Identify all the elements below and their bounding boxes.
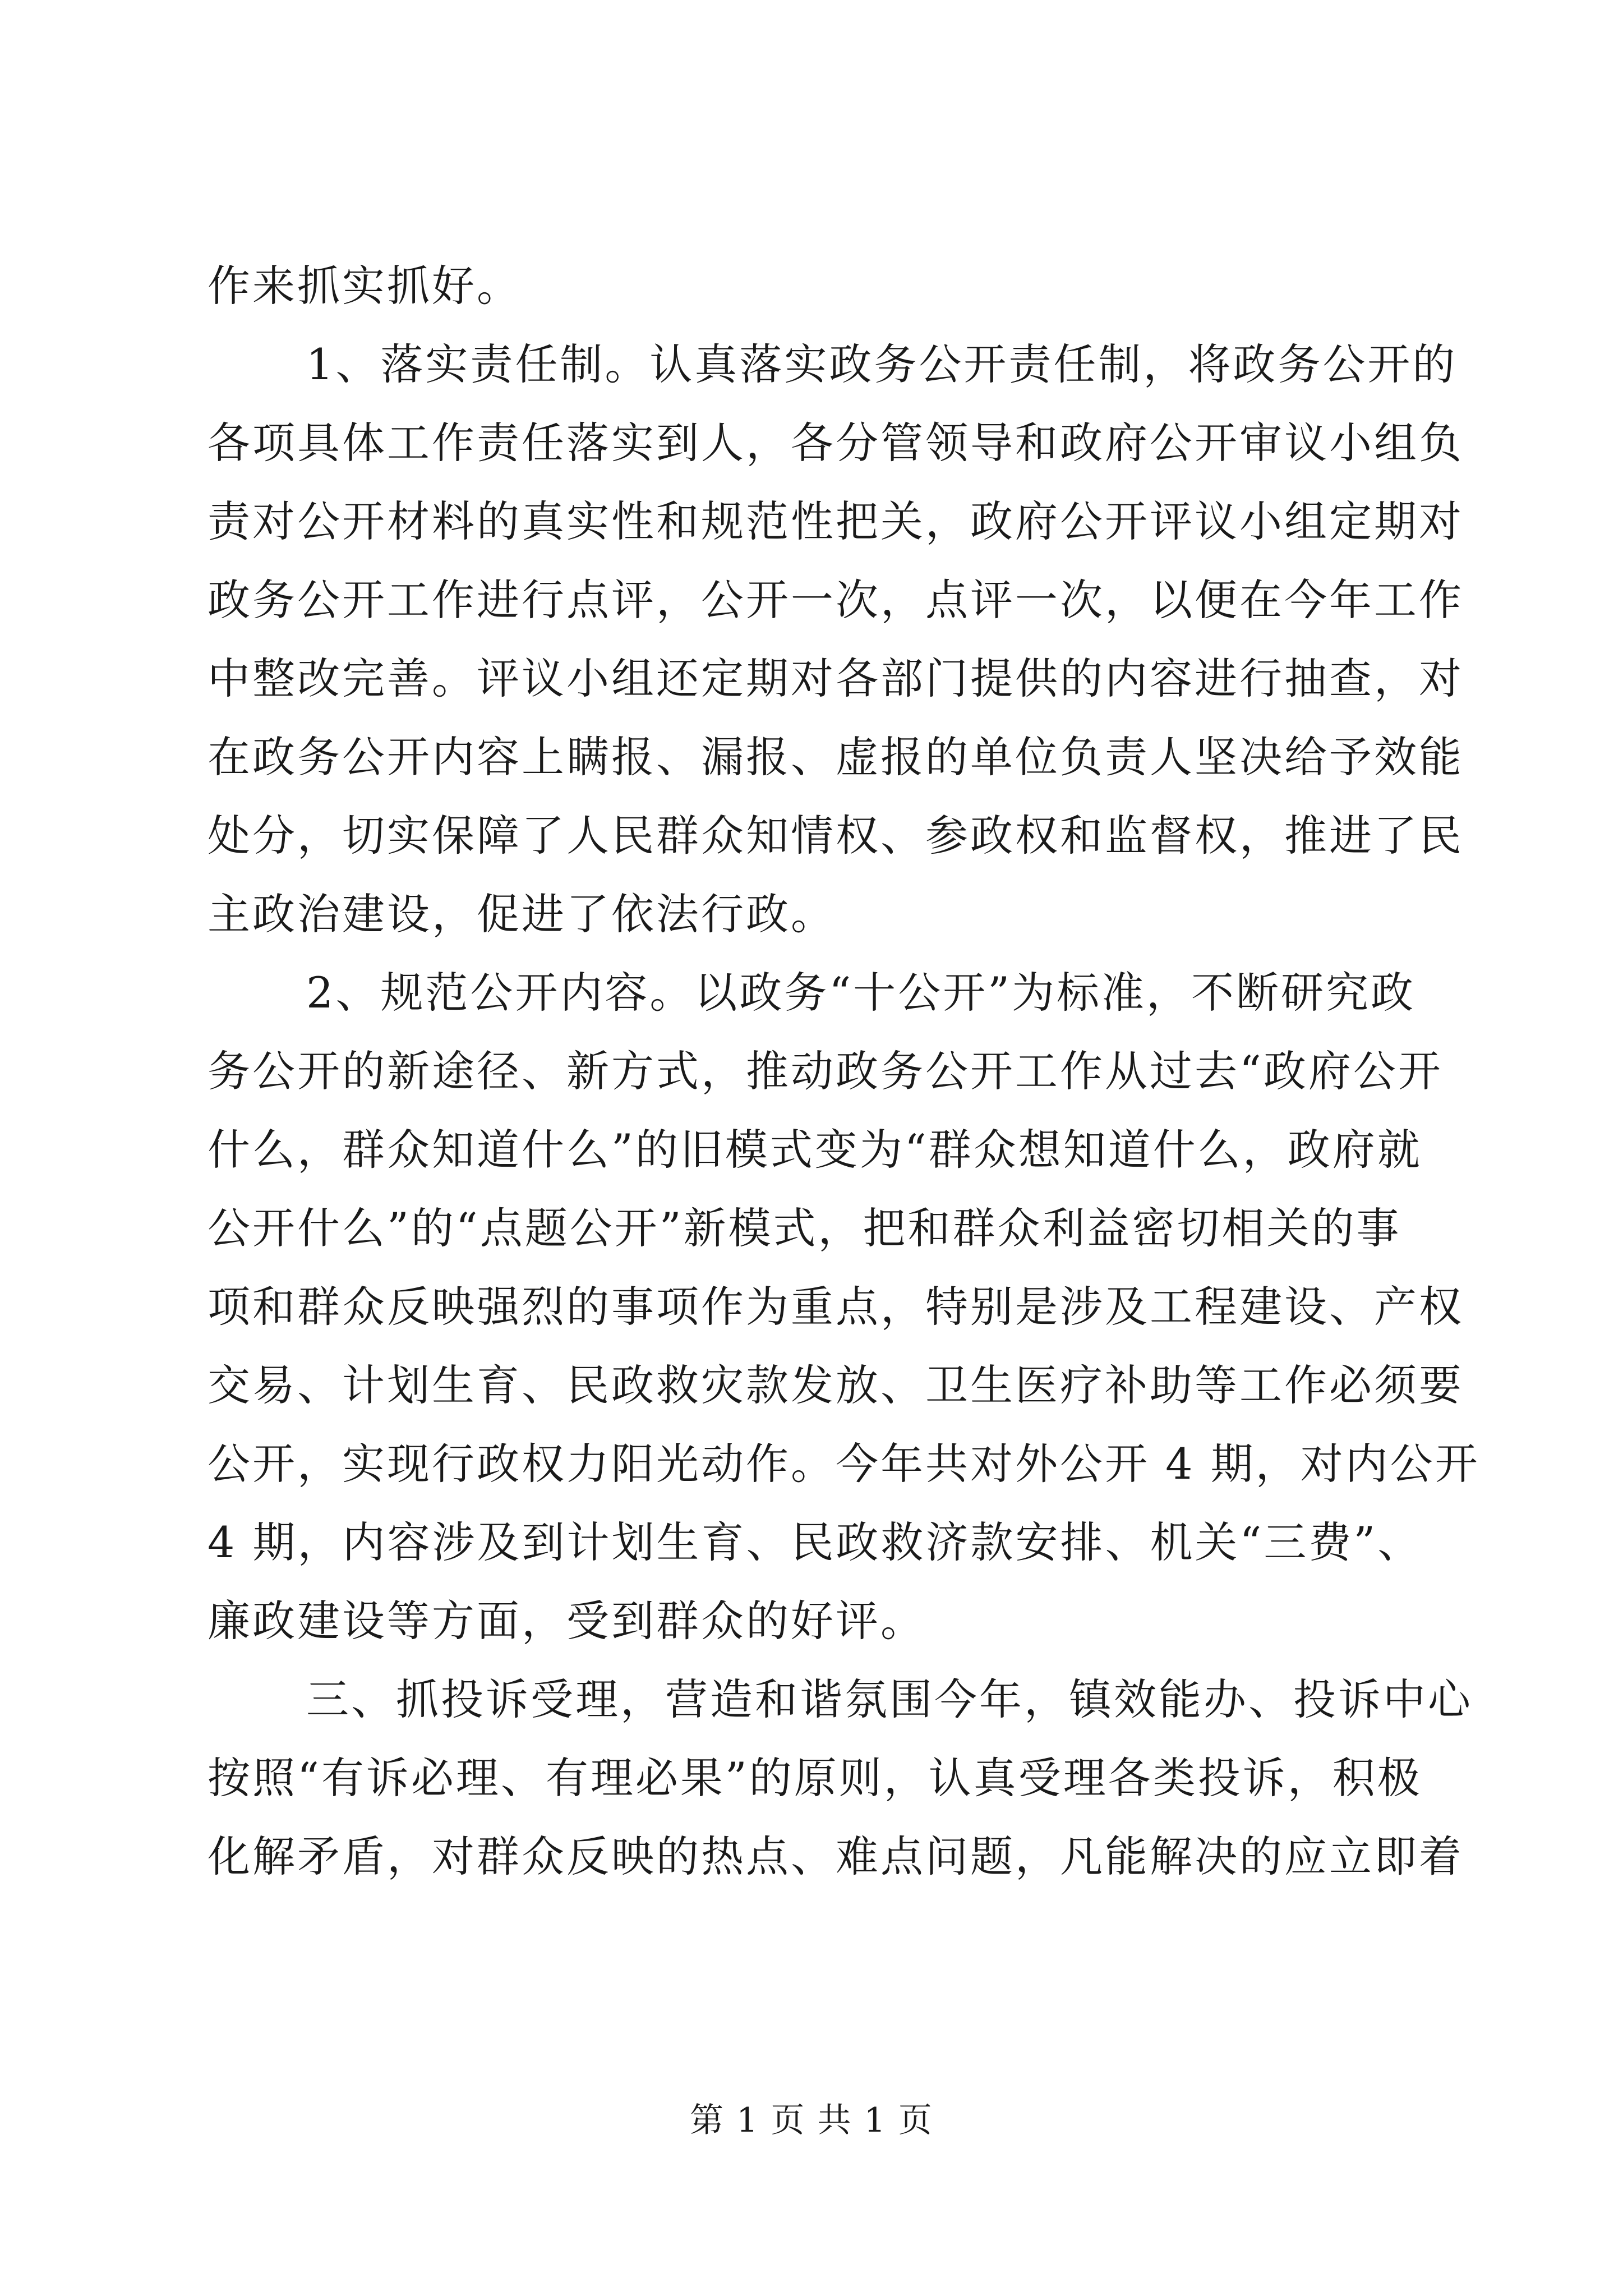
text-line: 2、规范公开内容。以政务“十公开”为标准，不断研究政 [306,968,1416,1018]
text-line: 三、抓投诉受理，营造和谐氛围今年，镇效能办、投诉中心 [306,1674,1473,1724]
text-line: 什么，群众知道什么”的旧模式变为“群众想知道什么，政府就 [208,1125,1422,1175]
text-line: 责对公开材料的真实性和规范性把关，政府公开评议小组定期对 [208,496,1464,546]
text-line: 廉政建设等方面，受到群众的好评。 [208,1596,925,1646]
text-line: 项和群众反映强烈的事项作为重点，特别是涉及工程建设、产权 [208,1282,1464,1332]
text-line: 作来抓实抓好。 [208,261,522,311]
text-line: 主政治建设，促进了依法行政。 [208,889,836,939]
text-line: 各项具体工作责任落实到人，各分管领导和政府公开审议小组负 [208,418,1464,468]
text-line: 公开什么”的“点题公开”新模式，把和群众利益密切相关的事 [208,1203,1401,1253]
text-line: 在政务公开内容上瞒报、漏报、虚报的单位负责人坚决给予效能 [208,732,1464,782]
text-line: 4 期，内容涉及到计划生育、民政救济款安排、机关“三费”、 [208,1517,1423,1567]
text-line: 交易、计划生育、民政救灾款发放、卫生医疗补助等工作必须要 [208,1360,1464,1410]
text-line: 按照“有诉必理、有理必果”的原则，认真受理各类投诉，积极 [208,1753,1422,1803]
text-line: 政务公开工作进行点评，公开一次，点评一次，以便在今年工作 [208,575,1464,625]
text-line: 中整改完善。评议小组还定期对各部门提供的内容进行抽查，对 [208,654,1464,703]
page-footer: 第 1 页 共 1 页 [690,2101,933,2140]
text-line: 公开，实现行政权力阳光动作。今年共对外公开 4 期，对内公开 [208,1439,1480,1489]
text-line: 化解矛盾，对群众反映的热点、难点问题，凡能解决的应立即着 [208,1832,1464,1881]
text-line: 1、落实责任制。认真落实政务公开责任制，将政务公开的 [306,339,1458,389]
text-line: 务公开的新途径、新方式，推动政务公开工作从过去“政府公开 [208,1046,1443,1096]
text-line: 处分，切实保障了人民群众知情权、参政权和监督权，推进了民 [208,811,1464,861]
body-text [208,247,1480,1896]
